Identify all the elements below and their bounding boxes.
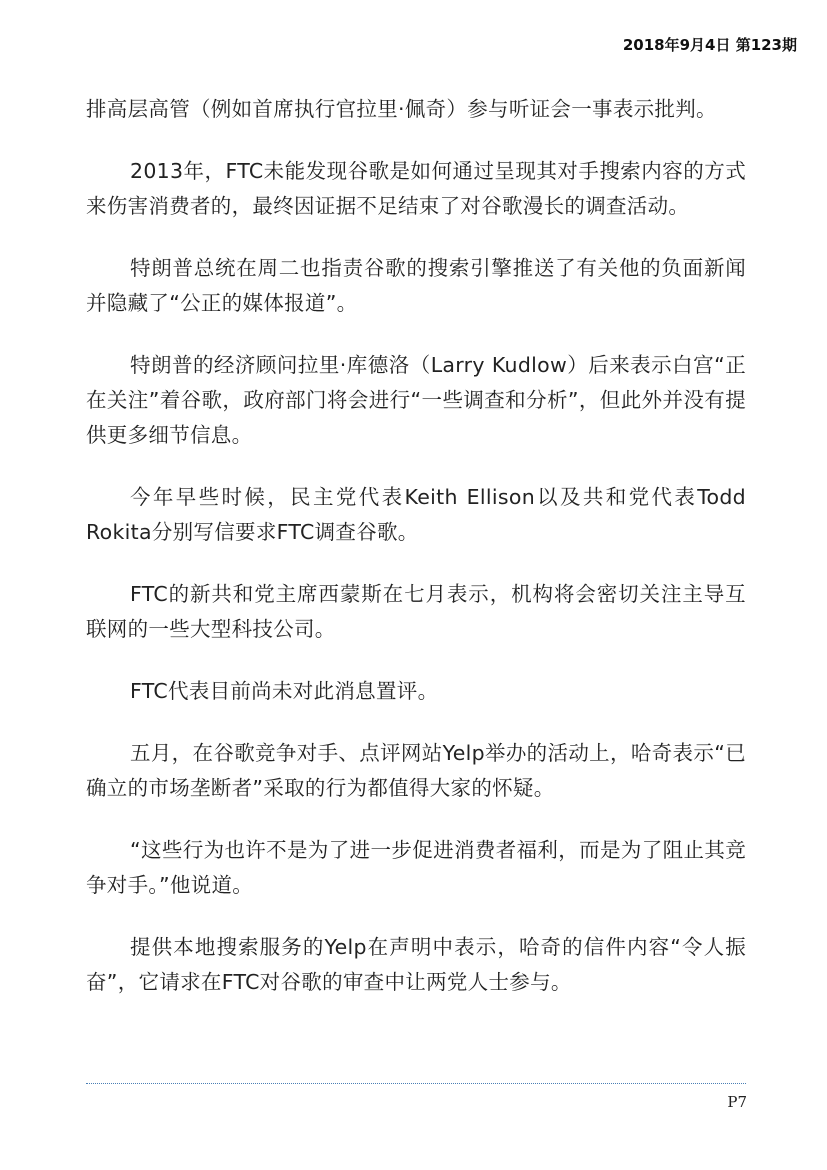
- paragraph-5: 今年早些时候，民主党代表Keith Ellison以及共和党代表Todd Rokita分别写信要求FTC调查谷歌。: [86, 485, 746, 544]
- paragraph-7: FTC代表目前尚未对此消息置评。: [130, 679, 439, 703]
- page-number: P7: [727, 1093, 747, 1111]
- paragraph-1: 排高层高管（例如首席执行官拉里·佩奇）参与听证会一事表示批判。: [86, 97, 717, 121]
- paragraph-10: 提供本地搜索服务的Yelp在声明中表示，哈奇的信件内容“令人振奋”，它请求在FTC对谷歌的审查中让两党人士参与。: [86, 935, 746, 994]
- paragraph-8: 五月，在谷歌竞争对手、点评网站Yelp举办的活动上，哈奇表示“已确立的市场垄断者”采取的行为都值得大家的怀疑。: [86, 741, 746, 800]
- issue-date-header: 2018年9月4日 第123期: [622, 36, 797, 54]
- article-body: [86, 92, 746, 1027]
- footer-divider: [86, 1083, 746, 1084]
- paragraph-6: FTC的新共和党主席西蒙斯在七月表示，机构将会密切关注主导互联网的一些大型科技公司。: [86, 582, 746, 641]
- paragraph-3: 特朗普总统在周二也指责谷歌的搜索引擎推送了有关他的负面新闻并隐藏了“公正的媒体报道”。: [86, 256, 746, 315]
- paragraph-4: 特朗普的经济顾问拉里·库德洛（Larry Kudlow）后来表示白宫“正在关注”着谷歌，政府部门将会进行“一些调查和分析”，但此外并没有提供更多细节信息。: [86, 353, 746, 447]
- paragraph-9: “这些行为也许不是为了进一步促进消费者福利，而是为了阻止其竞争对手。”他说道。: [86, 838, 746, 897]
- paragraph-2: 2013年，FTC未能发现谷歌是如何通过呈现其对手搜索内容的方式来伤害消费者的，最终因证据不足结束了对谷歌漫长的调查活动。: [86, 159, 746, 218]
